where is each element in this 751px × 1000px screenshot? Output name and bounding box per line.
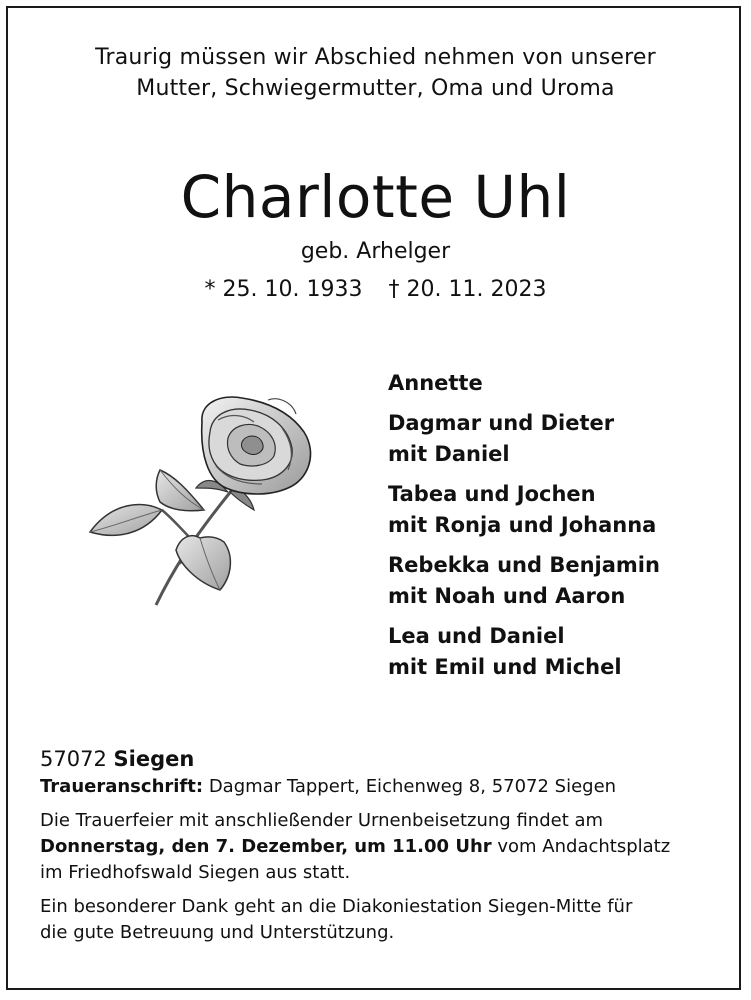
city-name: Siegen: [113, 747, 195, 771]
mourner-group: [388, 621, 728, 683]
mourner-group: [388, 479, 728, 541]
mourner-line: mit Noah und Aaron: [388, 584, 626, 608]
thanks-line-1: Ein besonderer Dank geht an die Diakoniestation Siegen-Mitte für: [40, 896, 633, 917]
intro-text: [0, 42, 751, 104]
deceased-name: Charlotte Uhl: [180, 163, 571, 231]
mourner-line: mit Daniel: [388, 442, 510, 466]
thanks-line-2: die gute Betreuung und Unterstützung.: [40, 922, 395, 943]
intro-line-2: Mutter, Schwiegermutter, Oma und Uroma: [136, 76, 615, 101]
ceremony-line-1: Die Trauerfeier mit anschließender Urnenbeisetzung findet am: [40, 810, 604, 831]
death-date: † 20. 11. 2023: [388, 277, 547, 302]
mourning-address: [40, 774, 730, 800]
footer-info: [40, 744, 730, 946]
mourner-group: [388, 408, 728, 470]
birth-name: geb. Arhelger: [300, 239, 451, 264]
mourner-line: Annette: [388, 371, 483, 395]
ceremony-place-intro: vom Andachtsplatz: [497, 836, 671, 857]
mourner-group: [388, 550, 728, 612]
address-label: Traueranschrift:: [40, 776, 204, 797]
ceremony-line-3: im Friedhofswald Siegen aus statt.: [40, 862, 351, 883]
mourner-line: mit Ronja und Johanna: [388, 513, 657, 537]
mourner-line: Rebekka und Benjamin: [388, 553, 660, 577]
mourner-line: Dagmar und Dieter: [388, 411, 615, 435]
ceremony-line-2: [40, 834, 730, 860]
mourner-line: Lea und Daniel: [388, 624, 565, 648]
rose-icon: [82, 392, 332, 612]
life-dates: [0, 275, 751, 305]
location: [40, 744, 730, 774]
postcode: 57072: [40, 747, 107, 771]
intro-line-1: Traurig müssen wir Abschied nehmen von unserer: [95, 45, 656, 70]
mourner-line: mit Emil und Michel: [388, 655, 622, 679]
ceremony-info: [40, 808, 730, 886]
birth-date: * 25. 10. 1933: [204, 277, 363, 302]
mourners-list: [388, 368, 728, 692]
thanks-note: [40, 894, 730, 946]
address-text: Dagmar Tappert, Eichenweg 8, 57072 Siegen: [208, 776, 617, 797]
ceremony-date: Donnerstag, den 7. Dezember, um 11.00 Uhr: [40, 836, 492, 857]
mourner-line: Tabea und Jochen: [388, 482, 596, 506]
mourner-group: [388, 368, 728, 399]
